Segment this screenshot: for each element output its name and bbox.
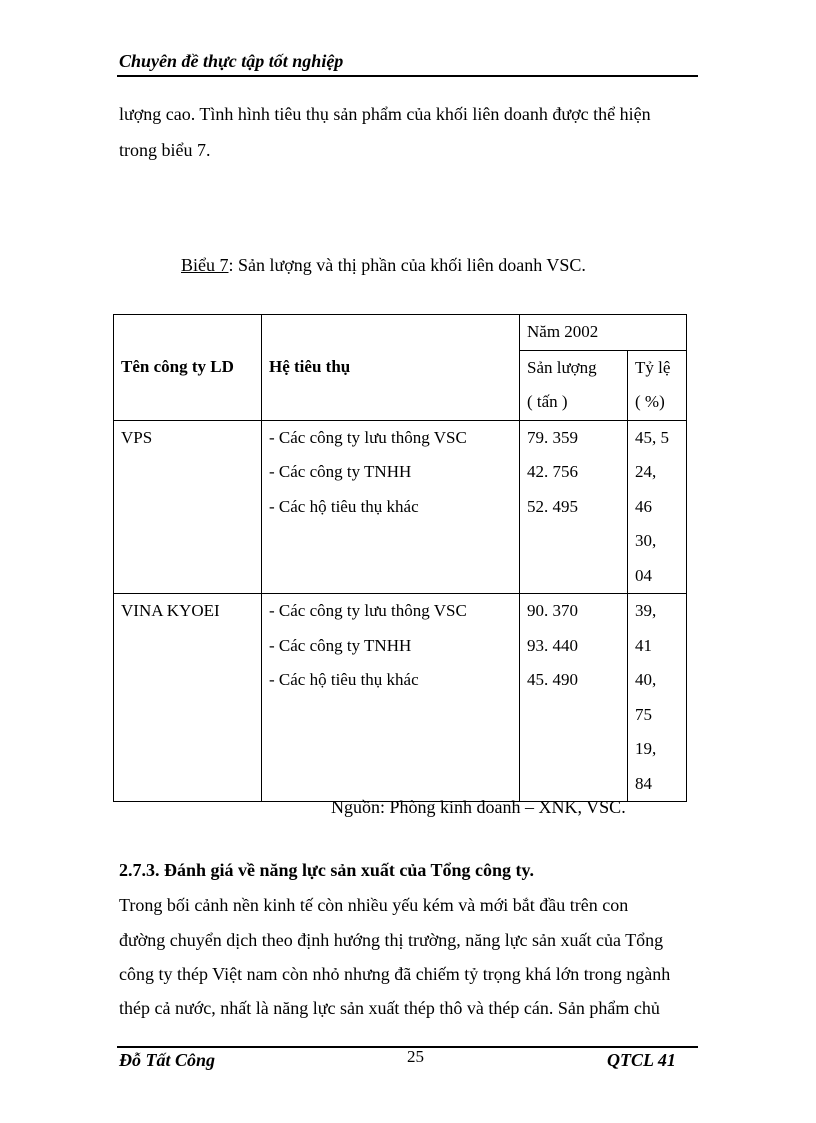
output-value: 79. 359 [527,427,578,447]
output-value: 93. 440 [527,635,578,655]
share-value: 46 [635,496,652,516]
header-company: Tên công ty LD [114,315,262,421]
header-share [628,350,687,420]
footer-author: Đỗ Tất Công [119,1050,216,1070]
output-value: 42. 756 [527,462,578,481]
share-value: 41 [635,635,652,655]
channel-item: - Các công ty lưu thông VSC [269,427,467,447]
company-cell: VINA KYOEI [114,594,262,802]
intro-line-2: trong biểu 7. [119,140,211,160]
section-title: 2.7.3. Đánh giá về năng lực sản xuất của Tổng công ty. [119,860,535,880]
caption-text: : Sản lượng và thị phần của khối liên doanh VSC. [228,255,586,275]
share-cell [628,420,687,594]
share-value: 39, [635,601,657,620]
output-cell [520,420,628,594]
share-value: 84 [635,773,652,793]
share-value: 75 [635,704,652,724]
body-line-1: Trong bối cảnh nền kinh tế còn nhiều yếu kém và mới bắt đầu trên con [119,895,629,915]
table-header-row [114,315,687,351]
share-value: 45, 5 [635,427,669,447]
caption-label: Biểu 7 [181,255,229,275]
share-value: 24, [635,462,657,481]
share-value: 19, [635,739,657,758]
header-output [520,350,628,420]
header-year: Năm 2002 [520,315,687,351]
body-line-2: đường chuyển dịch theo định hướng thị trường, năng lực sản xuất của Tổng [119,930,664,950]
body-line-3: công ty thép Việt nam còn nhỏ nhưng đã chiếm tỷ trọng khá lớn trong ngành [119,964,671,984]
data-table [113,314,687,802]
channel-item: - Các công ty TNHH [269,635,412,655]
table-row [114,594,687,802]
channel-cell [262,594,520,802]
channel-item: - Các hộ tiêu thụ khác [269,496,419,516]
header-rule [117,75,698,77]
channel-item: - Các hộ tiêu thụ khác [269,670,419,689]
channel-item: - Các công ty lưu thông VSC [269,601,467,620]
share-value: 04 [635,565,652,585]
company-cell: VPS [114,420,262,594]
intro-line-1 [119,104,697,125]
output-value: 45. 490 [527,670,578,689]
table-caption [181,255,586,276]
intro-text-1: lượng cao. Tình hình tiêu thụ sản phẩm của khối liên doanh được thể hiện [119,104,651,124]
page-number: 25 [407,1047,424,1066]
header-share-unit: ( %) [635,392,665,411]
output-cell [520,594,628,802]
share-cell [628,594,687,802]
header-share-line: Tỷ lệ [635,357,671,377]
header-title: Chuyên đề thực tập tốt nghiệp [119,51,344,71]
table-row [114,420,687,594]
channel-item: - Các công ty TNHH [269,462,412,481]
header-output-unit: ( tấn ) [527,392,568,411]
output-value: 52. 495 [527,496,578,516]
body-line-4: thép cả nước, nhất là năng lực sản xuất thép thô và thép cán. Sản phẩm chủ [119,998,660,1018]
source-note: Nguồn: Phòng kinh doanh – XNK, VSC. [331,797,626,817]
footer-code: QTCL 41 [607,1050,676,1070]
header-channel: Hệ tiêu thụ [262,315,520,421]
share-value: 30, [635,531,657,550]
share-value: 40, [635,670,657,689]
output-value: 90. 370 [527,601,578,620]
header-output-line: Sản lượng [527,357,597,377]
channel-cell [262,420,520,594]
